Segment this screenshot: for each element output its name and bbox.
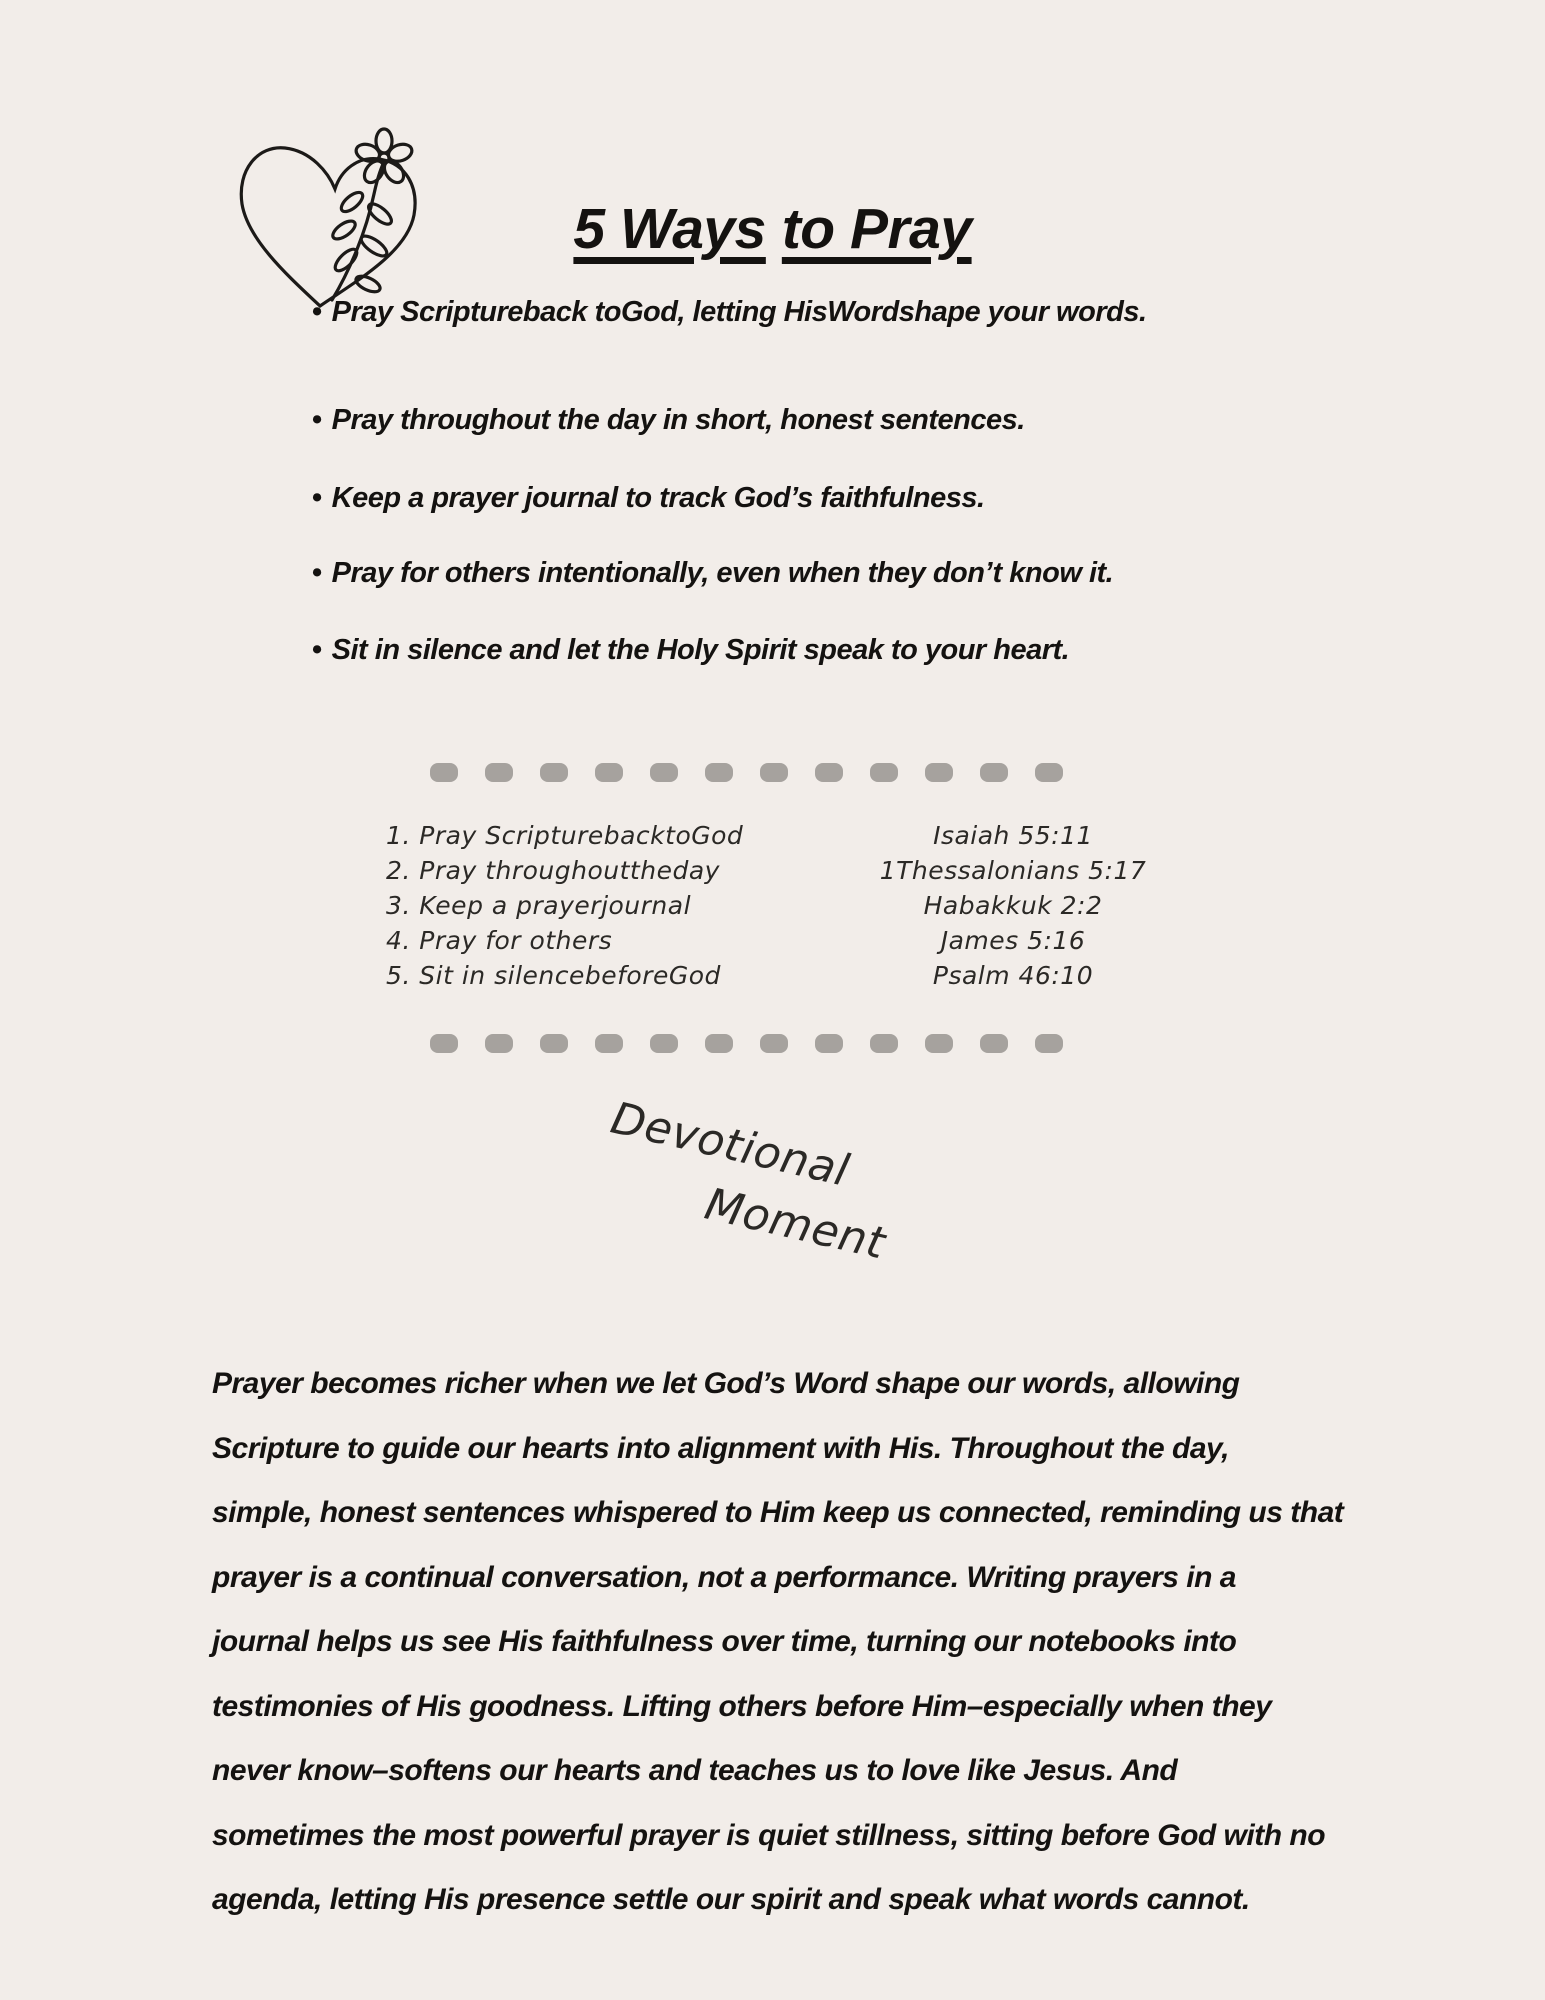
paragraph-line-3: simple, honest sentences whispered to Him keep us connected, reminding us that bbox=[212, 1496, 1344, 1529]
bullet-item-4 bbox=[312, 553, 1113, 593]
dash bbox=[485, 1034, 513, 1053]
dash bbox=[540, 1034, 568, 1053]
dash bbox=[980, 763, 1008, 782]
dash bbox=[540, 763, 568, 782]
dashed-divider-bottom bbox=[430, 1034, 1063, 1053]
summary-verse-5: Psalm 46:10 bbox=[932, 961, 1094, 990]
summary-items-list bbox=[386, 818, 743, 993]
summary-verse-4: James 5:16 bbox=[940, 926, 1086, 955]
dashed-divider-top bbox=[430, 763, 1063, 782]
dash bbox=[430, 1034, 458, 1053]
page-title-part1: 5 Ways bbox=[573, 197, 766, 261]
bullet-marker: • bbox=[312, 404, 322, 436]
paragraph-line-7: never know–softens our hearts and teaches us to love like Jesus. And bbox=[212, 1754, 1178, 1787]
summary-verse-1: Isaiah 55:11 bbox=[933, 821, 1093, 850]
bullet-marker: • bbox=[312, 482, 322, 514]
dash bbox=[760, 763, 788, 782]
bullet-marker: • bbox=[312, 634, 322, 666]
summary-item-1: 1. Pray ScripturebacktoGod bbox=[386, 821, 744, 850]
paragraph-line-2: Scripture to guide our hearts into alignment with His. Throughout the day, bbox=[212, 1431, 1229, 1465]
page-title bbox=[0, 196, 1545, 262]
dash bbox=[485, 763, 513, 782]
dash bbox=[925, 1034, 953, 1053]
dash bbox=[760, 1034, 788, 1053]
summary-item-5: 5. Sit in silencebeforeGod bbox=[386, 961, 721, 990]
bullet-item-3 bbox=[312, 478, 985, 518]
summary-verses-list bbox=[858, 818, 1168, 993]
paragraph-line-1: Prayer becomes richer when we let God’s Word shape our words, allowing bbox=[212, 1367, 1240, 1400]
paragraph-line-4: prayer is a continual conversation, not a performance. Writing prayers in a bbox=[212, 1560, 1236, 1594]
dash bbox=[815, 1034, 843, 1053]
summary-verse-3: Habakkuk 2:2 bbox=[923, 891, 1103, 920]
bullet-marker: • bbox=[312, 296, 322, 328]
summary-item-3: 3. Keep a prayerjournal bbox=[386, 891, 692, 920]
dash bbox=[815, 763, 843, 782]
dash bbox=[430, 763, 458, 782]
dash bbox=[1035, 763, 1063, 782]
devotional-label-word1: Devotional bbox=[606, 1092, 854, 1197]
dash bbox=[925, 763, 953, 782]
dash bbox=[1035, 1034, 1063, 1053]
dash bbox=[650, 1034, 678, 1053]
summary-item-4: 4. Pray for others bbox=[386, 926, 613, 955]
paragraph-line-5: journal helps us see His faithfulness over time, turning our notebooks into bbox=[212, 1625, 1237, 1658]
summary-verse-2: 1Thessalonians 5:17 bbox=[879, 856, 1147, 885]
dash bbox=[595, 1034, 623, 1053]
paragraph-line-6: testimonies of His goodness. Lifting others before Him–especially when they bbox=[212, 1689, 1272, 1723]
bullet-text-5: Sit in silence and let the Holy Spirit speak to your heart. bbox=[331, 634, 1070, 666]
summary-item-2: 2. Pray throughouttheday bbox=[386, 856, 720, 885]
dash bbox=[705, 1034, 733, 1053]
bullet-item-1 bbox=[312, 292, 1147, 332]
dash bbox=[705, 763, 733, 782]
bullet-text-1: Pray Scriptureback toGod, letting HisWordshape your words. bbox=[331, 296, 1147, 328]
paragraph-line-8: sometimes the most powerful prayer is quiet stillness, sitting before God with no bbox=[212, 1818, 1326, 1852]
dash bbox=[650, 763, 678, 782]
dash bbox=[595, 763, 623, 782]
dash bbox=[870, 763, 898, 782]
bullet-text-4: Pray for others intentionally, even when they don’t know it. bbox=[331, 557, 1114, 589]
bullet-text-3: Keep a prayer journal to track God’s faithfulness. bbox=[331, 482, 985, 514]
page-title-part2: to Pray bbox=[781, 197, 972, 261]
paragraph-line-9: agenda, letting His presence settle our spirit and speak what words cannot. bbox=[212, 1883, 1250, 1916]
bullet-item-5 bbox=[312, 630, 1069, 670]
devotional-paragraph bbox=[212, 1352, 1392, 1933]
dash bbox=[870, 1034, 898, 1053]
bullet-marker: • bbox=[312, 557, 322, 589]
devotional-label-word2: Moment bbox=[700, 1178, 891, 1270]
dash bbox=[980, 1034, 1008, 1053]
bullet-item-2 bbox=[312, 400, 1025, 440]
bullet-text-2: Pray throughout the day in short, honest sentences. bbox=[331, 404, 1025, 436]
